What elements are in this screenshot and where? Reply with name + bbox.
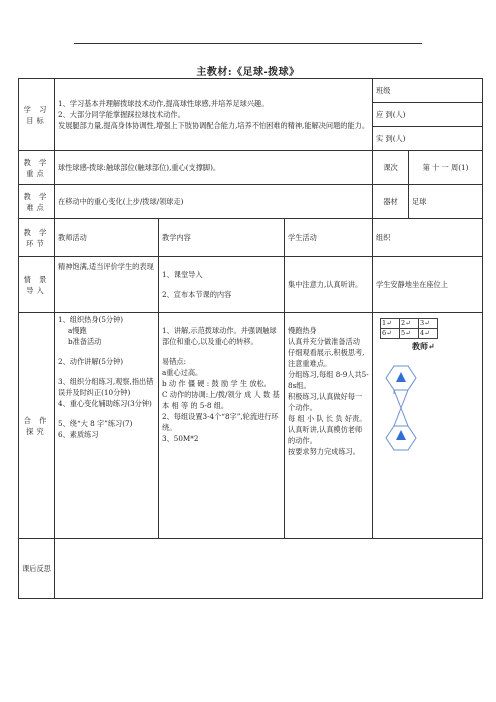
teacher-column-header: 教师活动 — [55, 219, 159, 257]
objective-line: 发展腿部力量,提高身体协调性,增强上下肢协调配合能力,培养不怕困难的精神,能解决问题的能力。 — [58, 121, 370, 130]
actual-count-label: 实 到(人) — [373, 127, 483, 151]
equipment-label: 器材 — [373, 185, 409, 219]
intro-org: 学生安静地坐在座位上 — [373, 257, 483, 313]
group-cell: 6↵ — [381, 329, 400, 339]
figure-eight-diagram — [384, 364, 418, 460]
practice-content — [159, 313, 285, 539]
content-line: 3、50M*2 — [162, 434, 199, 443]
student-line: 仔细观看展示,积极思考,注意重难点。 — [288, 348, 365, 368]
cone-marker — [396, 430, 406, 440]
difficulty-text: 在移动中的重心变化(上步/拨球/领球走) — [55, 185, 373, 219]
content-line: 1、讲解,示范拨球动作。并强调触球部位和重心,以及重心的转移。 — [162, 326, 277, 346]
teacher-position-label: 教师↵ — [412, 341, 435, 351]
student-line: 每 组 小 队 长 负 好责。 — [288, 414, 367, 423]
student-line: 认真并充分做准备活动 — [288, 337, 360, 346]
group-cell: 5↵ — [400, 329, 419, 339]
cone-marker — [396, 372, 406, 382]
group-cell: 4↵ — [419, 329, 438, 339]
intro-content-line: 2、宣布本节课的内容 — [162, 290, 232, 299]
practice-teacher — [55, 313, 159, 539]
student-column-header: 学生活动 — [285, 219, 373, 257]
objectives-label: 学 习 目标 — [19, 79, 55, 151]
lesson-plan-table — [18, 78, 483, 599]
lesson-label: 课次 — [373, 151, 409, 185]
phase-label: 教 学环节 — [19, 219, 55, 257]
content-line: a重心过高。 — [162, 368, 203, 377]
teacher-step: 6、素质练习 — [58, 430, 99, 439]
content-line: 2、每组设置3-4个“8字”,轮流进行环绕。 — [162, 412, 279, 432]
teacher-step: 2、动作讲解(5分钟) — [58, 357, 124, 366]
reflection-label: 课后反思 — [19, 539, 55, 599]
group-cell: 1↵ — [381, 319, 400, 329]
intro-teacher: 精神饱满,适当评价学生的表现 — [55, 257, 159, 313]
student-line: 按要求努力完成练习。 — [288, 447, 360, 456]
org-column-header: 组织 — [373, 219, 483, 257]
student-line: 认真听讲,认真模仿老师的动作。 — [288, 425, 363, 445]
practice-label: 合 作探究 — [19, 313, 55, 539]
intro-label: 情 景导入 — [19, 257, 55, 313]
student-line: 慢跑热身 — [288, 326, 317, 335]
teacher-step: b准备活动 — [68, 337, 102, 346]
key-point-text: 球性球感-拨球:触球部位(触球部位),重心(支撑脚)。 — [55, 151, 373, 185]
teacher-step: 5、绕“大 8 字”练习(7) — [58, 419, 133, 428]
practice-student — [285, 313, 373, 539]
content-line: C 动作的协调:上/拨/领分 成 人 数 基 本 相 等 的 5-8 组。 — [162, 390, 282, 410]
content-line: b 动 作 僵 硬 : 鼓 励 学 生 放松。 — [162, 379, 271, 388]
difficulty-label: 教 学难点 — [19, 185, 55, 219]
teacher-step: 3、组织分组练习,观察,指出错误并及时纠正(10分钟) — [58, 377, 154, 397]
teacher-step: 4、重心变化辅助练习(3分钟) — [58, 399, 152, 408]
student-line: 积极练习,认真做好每一个动作。 — [288, 392, 363, 412]
header-rule — [74, 43, 422, 44]
content-line: 易错点: — [162, 357, 186, 366]
intro-content — [159, 257, 285, 313]
equipment-value: 足球 — [409, 185, 483, 219]
group-cell: 2↵ — [400, 319, 419, 329]
teacher-step: a慢跑 — [68, 326, 87, 335]
reflection-text — [55, 539, 483, 599]
class-label: 班级 — [373, 79, 483, 103]
intro-content-line: 1、课堂导入 — [162, 270, 203, 279]
objectives-text — [55, 79, 373, 151]
content-column-header: 教学内容 — [159, 219, 285, 257]
group-cell: 3↵ — [419, 319, 438, 329]
key-point-label: 教 学重点 — [19, 151, 55, 185]
objective-line: 1、学习基本并理解拨球技术动作,提高球性球感,并培养足球兴趣。 — [58, 99, 269, 108]
group-grid — [380, 318, 438, 339]
practice-org — [373, 313, 483, 539]
teacher-step: 1、组织热身(5分钟) — [58, 315, 124, 324]
student-line: 分组练习,每组 8-9人共5-8s组。 — [288, 370, 369, 390]
expected-count-label: 应 到(人) — [373, 103, 483, 127]
objective-line: 2、大部分同学能掌握踩拉球技术动作。 — [58, 110, 185, 119]
intro-student: 集中注意力,认真听讲。 — [285, 257, 373, 313]
page-title: 主教材:《足球-拨球》 — [196, 67, 300, 78]
lesson-value: 第 十 一 周(1) — [409, 151, 483, 185]
